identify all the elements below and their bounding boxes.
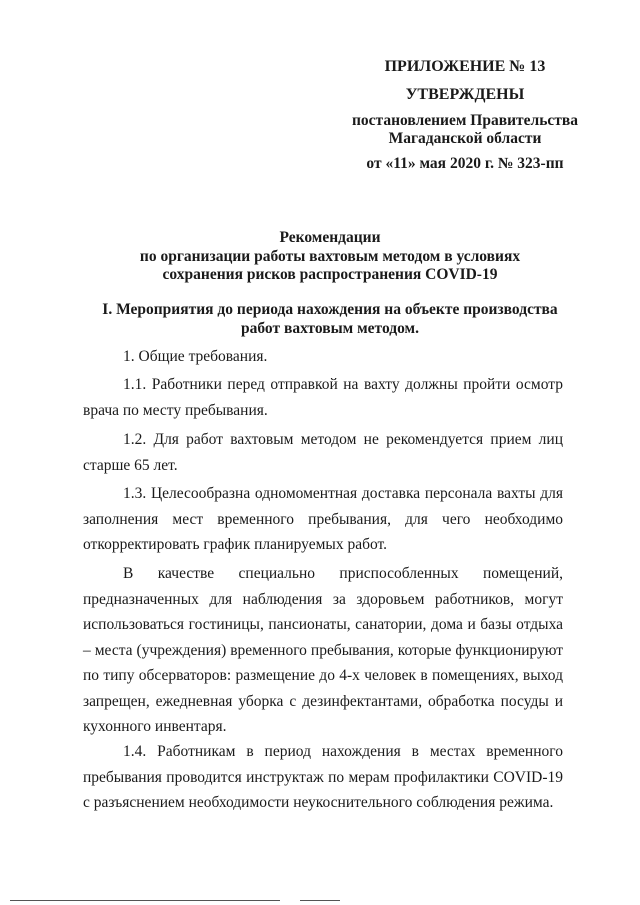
section-heading-line: I. Мероприятия до периода нахождения на объекте производства [102,301,558,318]
decree-line: постановлением Правительства [351,112,579,129]
section-heading [60,301,600,338]
paragraph-observation-premises: В качестве специально приспособленных помещений, предназначенных для наблюдения за здоровьем работников, могут использоваться гостиницы, пансионаты, санатории, дома и базы отдыха – места (учреждения) временного пребывания, которые функционируют по типу обсерваторов: размещение до 4-х человек в помещениях, выход запрещен, ежедневная уборка с дезинфектантами, обработка посуды и кухонного инвентаря. [83,565,563,735]
paragraph-general-requirements: 1. Общие требования. [123,348,268,365]
footer-divider [10,900,280,901]
approved-label: УТВЕРЖДЕНЫ [405,86,525,103]
document-title [40,229,620,285]
decree-line: Магаданской области [388,130,542,147]
title-line: Рекомендации [279,229,381,246]
title-line: сохранения рисков распространения COVID-19 [162,266,498,283]
decree-date: от «11» мая 2020 г. № 323-пп [366,155,564,172]
title-line: по организации работы вахтовым методом в условиях [139,247,521,265]
paragraph-1-3: 1.3. Целесообразна одномоментная доставка персонала вахты для заполнения мест временного пребывания, для чего необходимо откорректировать график планируемых работ. [83,485,563,553]
decree-reference [340,112,590,148]
appendix-number: ПРИЛОЖЕНИЕ № 13 [384,58,546,75]
paragraph-1-1: 1.1. Работники перед отправкой на вахту должны пройти осмотр врача по месту пребывания. [83,376,563,419]
footer-divider [300,900,340,901]
paragraph-1-2: 1.2. Для работ вахтовым методом не рекомендуется прием лиц старше 65 лет. [83,431,563,474]
paragraph-1-4: 1.4. Работникам в период нахождения в местах временного пребывания проводится инструктаж по мерам профилактики COVID-19 с разъяснением необходимости неукоснительного соблюдения режима. [83,743,563,811]
section-heading-line: работ вахтовым методом. [241,319,419,337]
